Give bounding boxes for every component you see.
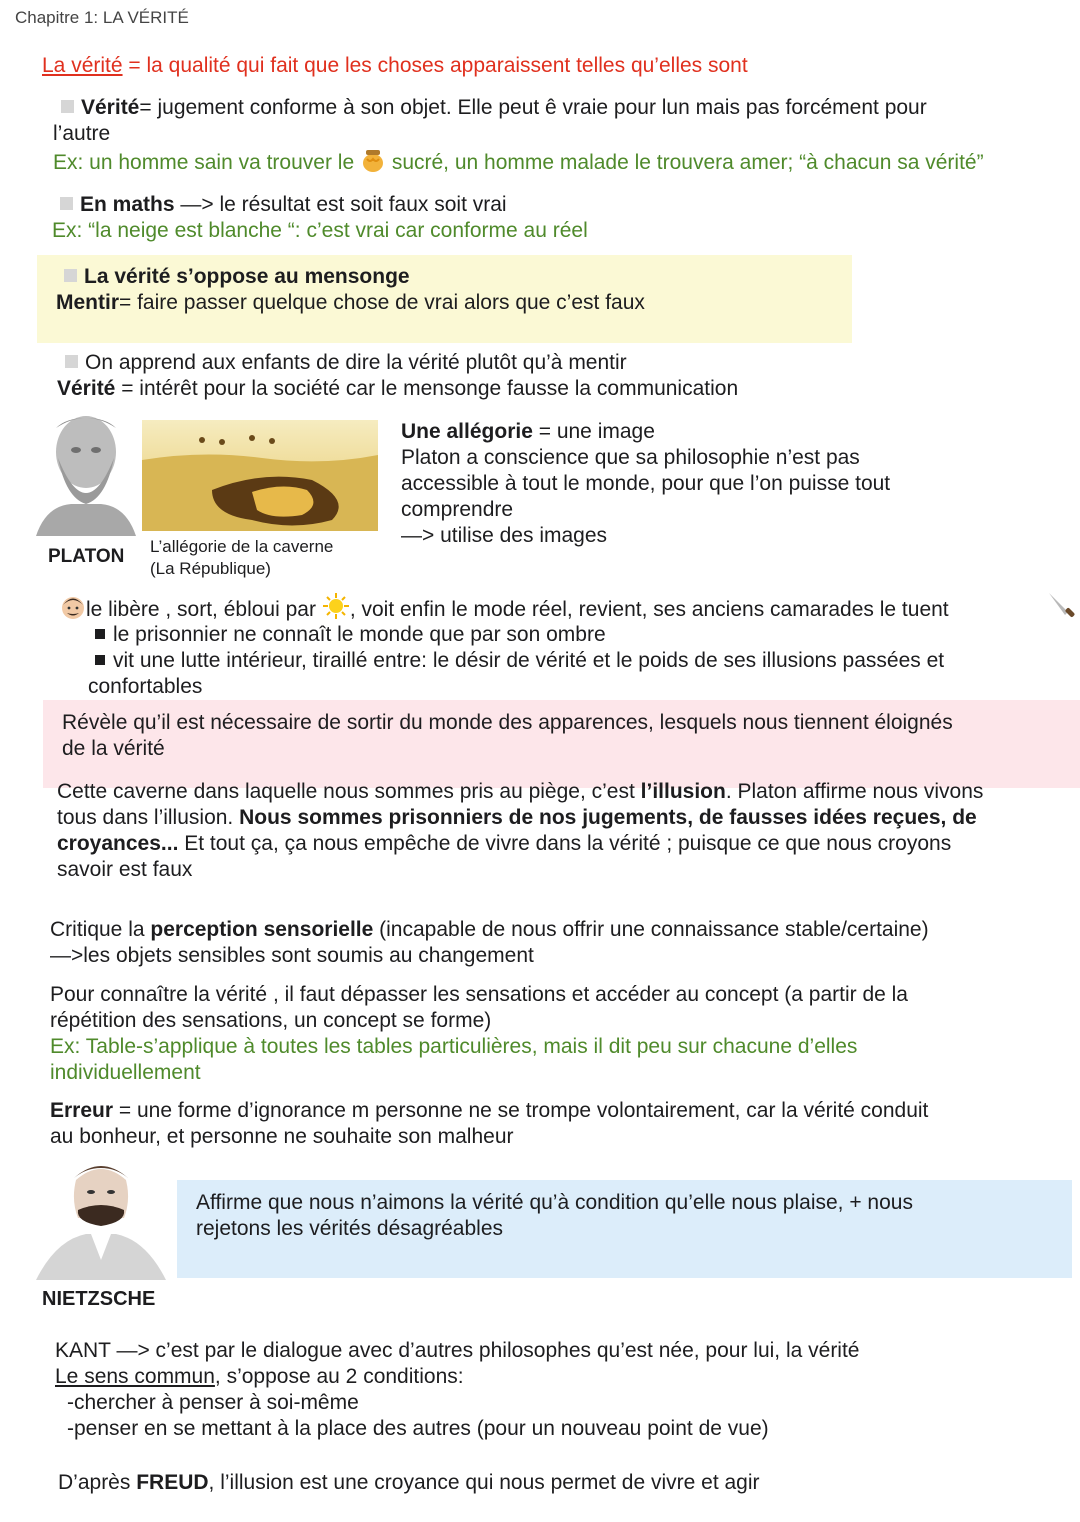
section-verite <box>53 95 984 176</box>
kant-line1: KANT —> c’est par le dialogue avec d’autres philosophes qu’est née, pour lui, la vérité <box>55 1339 860 1362</box>
story-a: le libère , sort, ébloui par <box>86 598 316 621</box>
concept-line1: Pour connaître la vérité , il faut dépasser les sensations et accéder au concept (a partir de la <box>50 983 908 1006</box>
freud-line <box>58 1470 760 1496</box>
allegory-line3: accessible à tout le monde, pour que l’on puisse tout <box>401 472 891 495</box>
erreur-paragraph <box>50 1098 928 1150</box>
bullet-icon <box>95 629 105 639</box>
critique-bold: perception sensorielle <box>150 918 374 941</box>
chapter-header: Chapitre 1: LA VÉRITÉ <box>15 8 189 27</box>
nietzsche-text <box>196 1190 913 1242</box>
concept-paragraph <box>50 982 908 1086</box>
story-b: , voit enfin le mode réel, revient, ses anciens camarades le tuent <box>349 598 949 621</box>
mentir-rest: = faire passer quelque chose de vrai alors que c’est faux <box>119 291 645 314</box>
section-mensonge <box>56 264 645 316</box>
honey-pot-icon <box>360 147 386 173</box>
freud-a: D’après <box>58 1471 137 1494</box>
critique-paragraph <box>50 917 929 969</box>
definition-term: La vérité <box>42 54 123 77</box>
freud-bold: FREUD <box>136 1471 209 1494</box>
section-enfants <box>57 350 738 402</box>
verite-bold: Vérité <box>81 96 140 119</box>
erreur-bold: Erreur <box>50 1099 114 1122</box>
story-bullet-2 <box>95 648 944 674</box>
concept-line2: répétition des sensations, un concept se forme) <box>50 1009 492 1032</box>
sun-icon <box>322 592 350 620</box>
verite-example-a: Ex: un homme sain va trouver le <box>53 151 355 174</box>
verite-example-b: sucré, un homme malade le trouvera amer; “à chacun sa vérité” <box>391 151 984 174</box>
nietzsche-line1: Affirme que nous n’aimons la vérité qu’à condition qu’elle nous plaise, + nous <box>196 1191 913 1214</box>
allegory-bold: Une allégorie <box>401 420 533 443</box>
kant-sens-commun: Le sens commun <box>55 1365 215 1388</box>
story-b1: le prisonnier ne connaît le monde que par son ombre <box>113 623 606 646</box>
allegory-line2: Platon a conscience que sa philosophie n’est pas <box>401 446 860 469</box>
verite2-bold: Vérité <box>57 377 116 400</box>
story-bullet-1 <box>95 622 606 648</box>
critique-a2: (incapable de nous offrir une connaissance stable/certaine) <box>373 918 929 941</box>
nietzsche-name: NIETZSCHE <box>42 1288 156 1310</box>
cave-allegory-image <box>142 420 378 531</box>
definition-line <box>42 53 748 79</box>
critique-a: Critique la <box>50 918 151 941</box>
cave-b-bold: Nous sommes prisonniers de nos jugements, de fausses idées reçues, de <box>239 806 977 829</box>
enfants-line: On apprend aux enfants de dire la vérité plutôt qu’à mentir <box>85 351 627 374</box>
kant-line3: -chercher à penser à soi-même <box>67 1391 359 1414</box>
verite-example <box>53 147 984 176</box>
cave-d: savoir est faux <box>57 858 193 881</box>
checkbox-icon <box>65 355 78 368</box>
cave-a: Cette caverne dans laquelle nous sommes pris au piège, c’est <box>57 780 641 803</box>
pink-text <box>62 710 953 762</box>
story-b2a: vit une lutte intérieur, tiraillé entre: le désir de vérité et le poids de ses illusions passées et <box>113 649 945 672</box>
cave-paragraph <box>57 779 983 883</box>
mentir-bold: Mentir <box>56 291 119 314</box>
mensonge-title: La vérité s’oppose au mensonge <box>84 265 410 288</box>
allegory-text <box>401 419 890 549</box>
maths-rest: —> le résultat est soit faux soit vrai <box>174 193 507 216</box>
cave-caption-1: L’allégorie de la caverne <box>150 537 334 556</box>
verite-line1: = jugement conforme à son objet. Elle peut ê vraie pour lun mais pas forcément pour <box>139 96 927 119</box>
maths-example: Ex: “la neige est blanche “: c’est vrai car conforme au réel <box>52 219 588 242</box>
verite-line2: l’autre <box>53 122 111 145</box>
concept-example2: individuellement <box>50 1061 201 1084</box>
cave-caption <box>150 536 333 580</box>
erreur-line1: = une forme d’ignorance m personne ne se trompe volontairement, car la vérité conduit <box>113 1099 929 1122</box>
kant-paragraph <box>55 1338 860 1442</box>
concept-example1: Ex: Table-s’applique à toutes les tables particulières, mais il dit peu sur chacune d’elles <box>50 1035 858 1058</box>
nietzsche-line2: rejetons les vérités désagréables <box>196 1217 504 1240</box>
cave-a-bold: l’illusion <box>640 780 726 803</box>
cave-b: tous dans l’illusion. <box>57 806 240 829</box>
platon-bust-image <box>36 408 136 536</box>
story-line <box>60 592 949 623</box>
freud-c: , l’illusion est une croyance qui nous permet de vivre et agir <box>208 1471 760 1494</box>
checkbox-icon <box>60 197 73 210</box>
pink-line1: Révèle qu’il est nécessaire de sortir du monde des apparences, lesquels nous tiennent éloignés <box>62 711 953 734</box>
pink-line2: de la vérité <box>62 737 165 760</box>
critique-b: —>les objets sensibles sont soumis au changement <box>50 944 534 967</box>
story-bullet-2-cont: confortables <box>88 675 203 698</box>
checkbox-icon <box>64 269 77 282</box>
cave-c: Et tout ça, ça nous empêche de vivre dans la vérité ; puisque ce que nous croyons <box>178 832 952 855</box>
allegory-line5: —> utilise des images <box>401 524 608 547</box>
platon-name: PLATON <box>48 546 125 567</box>
man-face-icon <box>60 594 86 620</box>
kant-line2: , s’oppose au 2 conditions: <box>214 1365 464 1388</box>
erreur-line2: au bonheur, et personne ne souhaite son malheur <box>50 1125 514 1148</box>
section-maths <box>52 192 588 244</box>
checkbox-icon <box>61 100 74 113</box>
kant-line4: -penser en se mettant à la place des autres (pour un nouveau point de vue) <box>67 1417 769 1440</box>
cave-a2: . Platon affirme nous vivons <box>725 780 984 803</box>
bullet-icon <box>95 655 105 665</box>
definition-rest: = la qualité qui fait que les choses apparaissent telles qu’elles sont <box>122 54 748 77</box>
cave-c-bold: croyances... <box>57 832 179 855</box>
nietzsche-portrait-image <box>36 1160 166 1280</box>
cave-caption-2: (La République) <box>150 559 271 578</box>
allegory-line4: comprendre <box>401 498 514 521</box>
maths-bold: En maths <box>80 193 175 216</box>
allegory-rest: = une image <box>532 420 655 443</box>
knife-icon <box>1046 590 1076 620</box>
verite2-rest: = intérêt pour la société car le mensonge fausse la communication <box>115 377 739 400</box>
